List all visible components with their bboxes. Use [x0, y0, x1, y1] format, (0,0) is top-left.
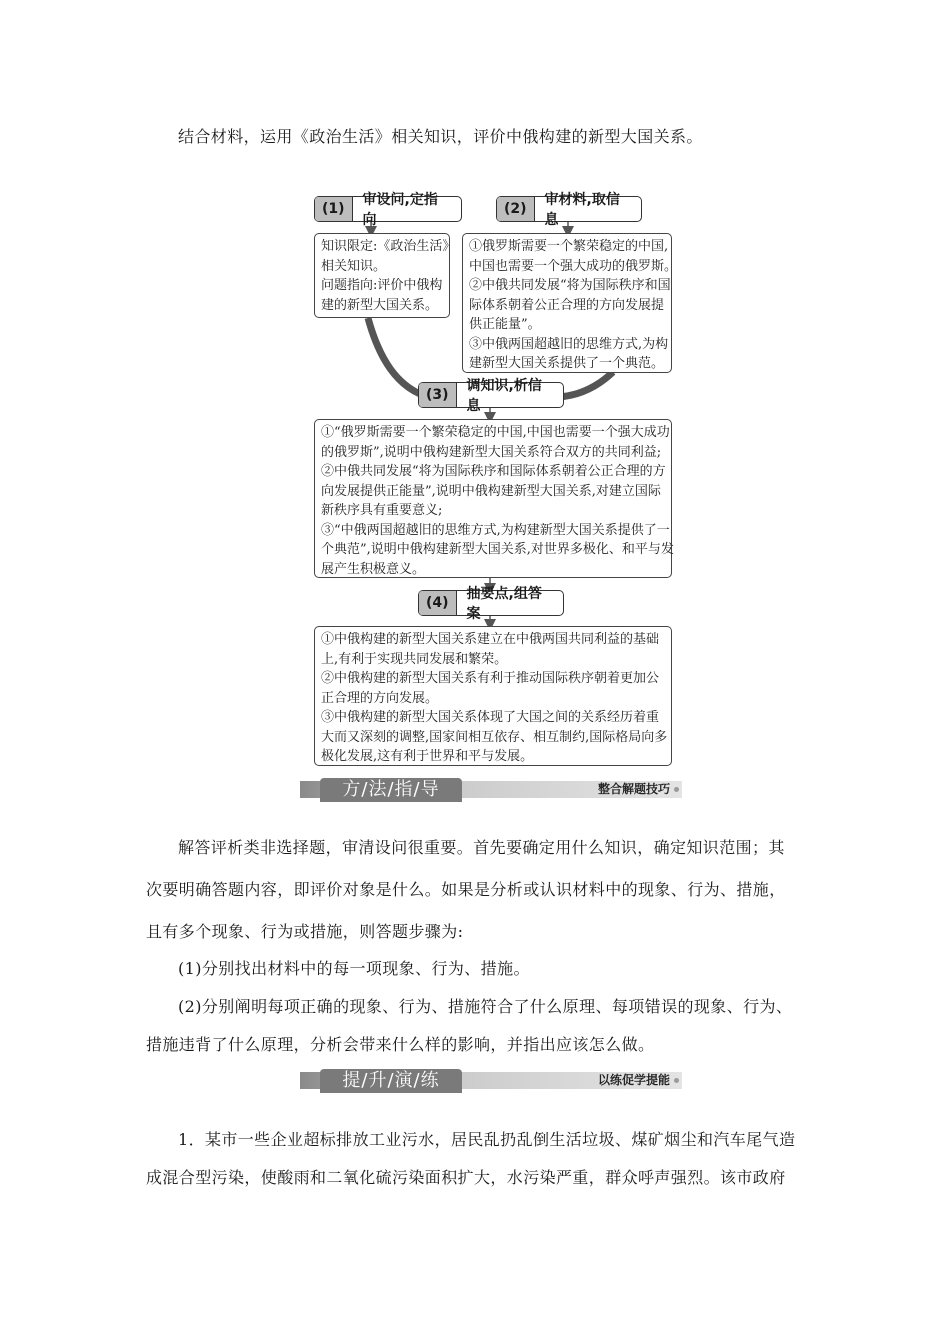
- step4-header: [418, 586, 564, 622]
- step4-line: ②中俄构建的新型大国关系有利于推动国际秩序朝着更加公: [321, 671, 660, 686]
- practice-banner-title: 提/升/演/练: [320, 1069, 462, 1093]
- method-step-1: (1)分别找出材料中的每一项现象、行为、措施。: [178, 959, 530, 978]
- practice-question-line: 1．某市一些企业超标排放工业污水，居民乱扔乱倒生活垃圾、煤矿烟尘和汽车尾气造: [178, 1130, 796, 1149]
- step1-box: [314, 233, 456, 318]
- curve-right: [558, 372, 613, 397]
- step2-number: (2): [497, 197, 535, 221]
- practice-banner: [300, 1069, 682, 1093]
- step1-header: [314, 192, 462, 228]
- step1-number: (1): [315, 197, 353, 221]
- step3-line: 新秩序具有重要意义;: [321, 503, 443, 518]
- step4-line: 大而又深刻的调整,国家间相互依存、相互制约,国际格局向多: [321, 729, 668, 745]
- step2-line: 中国也需要一个强大成功的俄罗斯。: [469, 258, 678, 274]
- intro-text: 结合材料，运用《政治生活》相关知识，评价中俄构建的新型大国关系。: [178, 127, 703, 146]
- step2-header: [496, 192, 642, 228]
- step3-box: [314, 419, 672, 578]
- method-step-2: (2)分别阐明每项正确的现象、行为、措施符合了什么原理、每项错误的现象、行为、: [178, 997, 793, 1016]
- step4-line: ③中俄构建的新型大国关系体现了大国之间的关系经历着重: [321, 710, 660, 725]
- step4-line: ①中俄构建的新型大国关系建立在中俄两国共同利益的基础: [321, 632, 660, 647]
- method-banner: [300, 778, 682, 802]
- step2-line: 供正能量”。: [469, 317, 541, 332]
- step1-line: 问题指向:评价中俄构: [321, 278, 443, 293]
- step4-title: 抽要点,组答案: [466, 586, 542, 622]
- step4-line: 极化发展,这有利于世界和平与发展。: [321, 749, 534, 764]
- step3-number: (3): [419, 383, 457, 407]
- step2-line: ②中俄共同发展“将为国际秩序和国: [469, 278, 671, 293]
- practice-question-line: 成混合型污染，使酸雨和二氧化硫污染面积扩大，水污染严重，群众呼声强烈。该市政府: [146, 1168, 786, 1187]
- banner-dot-icon: [674, 787, 679, 792]
- step4-line: 正合理的方向发展。: [321, 690, 439, 706]
- banner-dot-icon: [674, 1078, 679, 1083]
- step2-line: 建新型大国关系提供了一个典范。: [469, 356, 665, 371]
- method-paragraph-line: 解答评析类非选择题，审清设问很重要。首先要确定用什么知识，确定知识范围；其: [178, 838, 785, 857]
- step1-line: 建的新型大国关系。: [321, 297, 439, 313]
- curve-left: [368, 318, 420, 394]
- step3-line: ①“俄罗斯需要一个繁荣稳定的中国,中国也需要一个强大成功: [321, 425, 670, 440]
- step3-line: 展产生积极意义。: [321, 561, 426, 577]
- step4-box: [314, 626, 672, 766]
- step1-line: 相关知识。: [321, 258, 387, 274]
- step4-number: (4): [419, 591, 457, 615]
- step2-title: 审材料,取信息: [544, 192, 620, 228]
- method-banner-subtitle: 整合解题技巧: [597, 782, 670, 796]
- step3-line: 个典范”,说明中俄构建新型大国关系,对世界多极化、和平与发: [321, 542, 674, 557]
- step3-line: ②中俄共同发展“将为国际秩序和国际体系朝着公正合理的方: [321, 464, 666, 479]
- step2-line: 际体系朝着公正合理的方向发展提: [469, 297, 665, 313]
- method-paragraph-line: 次要明确答题内容，即评价对象是什么。如果是分析或认识材料中的现象、行为、措施，: [146, 880, 786, 899]
- method-paragraph-line: 且有多个现象、行为或措施，则答题步骤为:: [146, 922, 464, 941]
- step3-line: 的俄罗斯”,说明中俄构建新型大国关系符合双方的共同利益;: [321, 444, 662, 460]
- method-banner-title: 方/法/指/导: [320, 778, 462, 802]
- step2-box: [462, 233, 678, 373]
- practice-banner-subtitle: 以练促学提能: [597, 1073, 670, 1087]
- step3-title: 调知识,析信息: [466, 378, 542, 414]
- step1-line: 知识限定:《政治生活》: [321, 239, 456, 254]
- step2-line: ③中俄两国超越旧的思维方式,为构: [469, 336, 669, 352]
- step2-line: ①俄罗斯需要一个繁荣稳定的中国,: [469, 239, 669, 254]
- step3-header: [418, 378, 564, 414]
- step3-line: ③“中俄两国超越旧的思维方式,为构建新型大国关系提供了一: [321, 522, 670, 538]
- method-paragraph-line: 措施违背了什么原理，分析会带来什么样的影响，并指出应该怎么做。: [146, 1035, 655, 1054]
- step1-title: 审设问,定指向: [362, 192, 438, 228]
- step3-line: 向发展提供正能量”,说明中俄构建新型大国关系,对建立国际: [321, 483, 661, 499]
- step4-line: 上,有利于实现共同发展和繁荣。: [321, 651, 508, 667]
